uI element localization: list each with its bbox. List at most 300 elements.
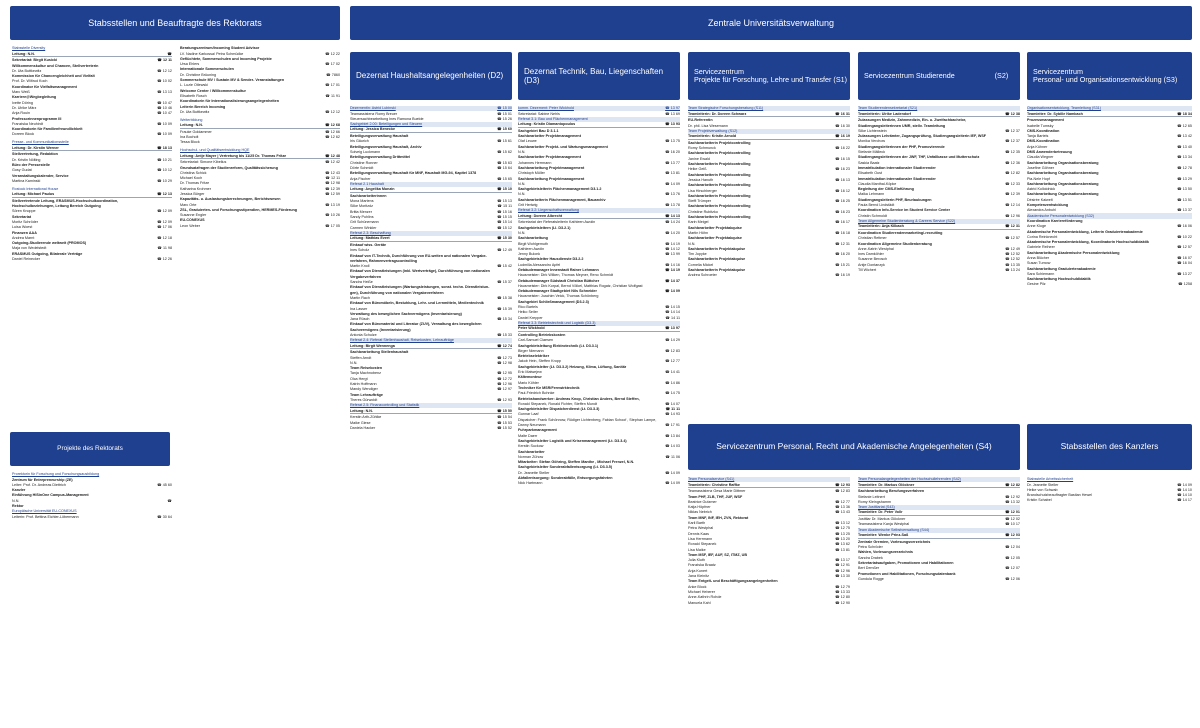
- entry-row: [180, 176, 340, 181]
- section-heading[interactable]: [1027, 477, 1192, 482]
- entry-row: [518, 171, 680, 176]
- section-heading[interactable]: [12, 186, 172, 191]
- section-heading[interactable]: [858, 505, 1020, 510]
- entry-text: Andrea Marnt: [12, 235, 35, 240]
- entry-text: Justitiar Dr. Markus Glöckner: [858, 517, 906, 522]
- section-heading[interactable]: [350, 106, 512, 111]
- entry-row: [518, 203, 680, 208]
- entry-row: [180, 165, 340, 170]
- entry-text: Sommerschule MV / Sustain MV & Sender- Veranstaltungen: [180, 78, 285, 83]
- entry-text: Outgoing-Studierende weltweit (PROMOS): [12, 241, 87, 246]
- entry-text: Studiengangsleiterinnen UMR, stellv. Teamleitung: [858, 123, 946, 128]
- entry-row: [12, 132, 172, 137]
- section-heading[interactable]: [518, 117, 680, 122]
- phone-extension: ☎ 13 93: [665, 122, 680, 127]
- entry-text: Geflüchtete, Sommerschulen und Incoming Projekte: [180, 56, 272, 61]
- entry-text: Stabsstelle Arbeitssicherheit: [1027, 477, 1074, 482]
- entry-text: Immatrikulation internationaler Studierender: [858, 165, 936, 170]
- entry-text: Sachbearbeitung Organisationsberatung: [1027, 181, 1099, 186]
- phone-extension: ☎ 16 04: [1177, 261, 1192, 266]
- entry-row: [350, 171, 512, 176]
- phone-extension: ☎ 12 92: [1005, 494, 1020, 499]
- entry-row: [180, 140, 340, 145]
- entry-text: Sachbearbeiterin Projektcontrolling: [688, 140, 751, 145]
- entry-row: [350, 366, 512, 371]
- entry-text: Brandschutzbeauftragter Bastian Hewel: [1027, 493, 1092, 498]
- entry-row: [12, 163, 172, 168]
- section-heading[interactable]: [688, 129, 850, 134]
- section-heading[interactable]: [518, 321, 680, 326]
- entry-row: [858, 247, 1020, 252]
- entry-text: Ina Lasser: [350, 306, 368, 311]
- phone-extension: ☎ 14 24: [665, 220, 680, 225]
- entry-text: Sachgebietsleiterin Flächenmanagement D3.1.2: [518, 187, 602, 192]
- entry-text: Mandy Wendiger: [350, 387, 378, 392]
- entry-row: [518, 481, 680, 486]
- entry-row: [858, 176, 1020, 181]
- section-heading[interactable]: [350, 231, 512, 236]
- section-heading[interactable]: [1027, 213, 1192, 218]
- entry-text: Christine Ronner: [350, 160, 378, 165]
- entry-row: [518, 305, 680, 310]
- leader-row: [350, 127, 512, 133]
- entry-text: Team PHF, ZLB, THF, JUF, WSF: [688, 494, 743, 499]
- entry-row: [518, 343, 680, 348]
- entry-text: Sachgebiet Schließmanagement (D3.2.3): [518, 299, 589, 304]
- phone-extension: ☎ 12 52: [1005, 252, 1020, 257]
- entry-row: [180, 129, 340, 134]
- entry-text: Peter Wickhold: [518, 326, 545, 331]
- entry-text: Beatrice Gutzmer: [688, 499, 717, 504]
- entry-text: Leitung: Antje Mayer | Vertretung bis 11/25 Dr. Thomas Fritze: [180, 153, 287, 158]
- entry-text: Niklas Nebrich: [688, 510, 712, 515]
- phone-extension: ☎ 12 39: [1005, 192, 1020, 197]
- entry-text: Sachbearbeitung: [518, 236, 548, 241]
- phone-extension: ☎ 12 62: [325, 135, 340, 140]
- entry-row: [1027, 219, 1192, 224]
- entry-text: komm. Dezernent: Peter Wickhold: [518, 106, 574, 111]
- phone-extension: ☎ 13 81: [835, 547, 850, 552]
- entry-text: Doreen Block: [12, 132, 35, 137]
- section-heading[interactable]: [12, 46, 172, 51]
- entry-row: [180, 72, 340, 77]
- phone-extension: ☎ 12 04: [1005, 545, 1020, 550]
- entry-text: Referat 2.4: Referat Stellenhaushalt, Reisekosten, Lehraufträge: [350, 338, 454, 343]
- entry-text: Susanne Berosch: [858, 257, 888, 262]
- entry-text: Anja Fischer: [350, 176, 371, 181]
- column-projekte: [12, 472, 172, 552]
- phone-extension: ☎ 10 26: [325, 213, 340, 218]
- entry-text: Olaf Leuwe: [518, 139, 537, 144]
- phone-extension: ☎ 14 07: [665, 401, 680, 406]
- section-heading[interactable]: [350, 338, 512, 343]
- entry-text: Teamleiterin: Anja Kilbach: [858, 224, 904, 229]
- entry-text: Marc Orte: [180, 202, 197, 207]
- entry-text: Elisabeth Rosch: [180, 93, 207, 98]
- entry-row: [518, 139, 680, 144]
- entry-text: gen), Durchführung von nationalen Vergabeverfahren: [350, 290, 444, 295]
- entry-row: [1027, 192, 1192, 197]
- entry-text: Teamassistenz Romy Breuer: [350, 111, 398, 116]
- entry-row: [12, 230, 172, 235]
- entry-text: Corina Reinknecht: [1027, 234, 1058, 239]
- entry-row: [1027, 203, 1192, 208]
- entry-row: [1027, 224, 1192, 229]
- leader-row: [858, 533, 1020, 539]
- entry-text: Kerstin Arth-Zühlke: [350, 415, 382, 420]
- phone-extension: ☎ 1258: [1178, 282, 1192, 287]
- entry-text: Zentrum für Entrepreneurship (ZE): [12, 477, 73, 482]
- entry-text: Kompetenzentwicklung: [1027, 203, 1069, 208]
- phone-extension: ☎ 16 20: [665, 150, 680, 155]
- entry-row: [1027, 166, 1192, 171]
- entry-text: Team Lehraufträge: [350, 392, 383, 397]
- entry-row: [1027, 155, 1192, 160]
- phone-extension: ☎ 13 36: [835, 505, 850, 510]
- phone-extension: ☎ 12 93: [497, 397, 512, 402]
- entry-row: [858, 540, 1020, 545]
- column-s1: [688, 106, 850, 416]
- entry-row: [518, 380, 680, 385]
- entry-text: Teamleiter: Dr. Sybille Nambach: [1027, 111, 1083, 116]
- entry-row: [688, 141, 850, 146]
- phone-extension: ☎ 13 77: [665, 160, 680, 165]
- phone-extension: ☎ 12 12: [157, 68, 172, 73]
- phone-extension: ☎ 12 57: [1005, 236, 1020, 241]
- entry-row: [518, 375, 680, 380]
- entry-row: [688, 584, 850, 589]
- entry-text: Petra Westphal: [688, 526, 714, 531]
- entry-row: [12, 214, 172, 219]
- entry-row: [518, 476, 680, 481]
- entry-text: DMS Anwenderbetreuung: [1027, 150, 1072, 155]
- entry-text: Gosy Gudat: [12, 168, 32, 173]
- entry-text: Heike Geiß: [688, 167, 707, 172]
- entry-text: Stabsstelle Diversity: [12, 46, 46, 51]
- entry-row: [12, 498, 172, 503]
- section-heading[interactable]: [688, 106, 850, 111]
- leader-row: [12, 145, 172, 151]
- entry-text: Hochschul- und Qualitätsentwicklung HQE: [180, 148, 250, 153]
- entry-row: [858, 545, 1020, 550]
- entry-text: Weiterbildung: [180, 117, 203, 122]
- phone-extension: ☎ 11 98: [157, 246, 172, 251]
- phone-extension: ☎ 16 07: [1177, 255, 1192, 260]
- entry-row: [12, 69, 172, 74]
- entry-row: [518, 333, 680, 338]
- entry-row: [518, 129, 680, 134]
- entry-text: Dr. Jeanette Steller: [1027, 482, 1059, 487]
- entry-text: Sachvermögens (Inventarisierung): [350, 327, 411, 332]
- entry-text: Referat 3.1: Bau und Flächenmanagement: [518, 116, 588, 121]
- section-heading[interactable]: [518, 208, 680, 213]
- entry-row: [1027, 266, 1192, 271]
- phone-extension: ☎ 13 37: [1177, 208, 1192, 213]
- entry-text: Michael Heberer: [688, 589, 716, 594]
- entry-row: [1027, 498, 1192, 503]
- section-heading[interactable]: [858, 219, 1020, 224]
- section-heading[interactable]: [858, 477, 1020, 482]
- entry-text: Einkauf von IT-Technik, Durchführung von EU-weiten und nationalen Vergabe-: [350, 253, 487, 258]
- section-heading[interactable]: [350, 403, 512, 408]
- entry-row: [858, 192, 1020, 197]
- entry-text: Koordination Studierendenmarketing/-recruiting: [858, 230, 943, 235]
- entry-text: Sachbearbeiterin Projektakquise: [688, 257, 746, 262]
- entry-row: [688, 563, 850, 568]
- entry-row: [858, 236, 1020, 241]
- section-heading[interactable]: [12, 509, 172, 514]
- phone-extension: ☎ 12 14: [1005, 203, 1020, 208]
- entry-row: [688, 231, 850, 236]
- entry-text: Kältemonteur: [518, 375, 542, 380]
- column-s4: [688, 477, 850, 717]
- phone-extension: ☎ 12 02: [1005, 517, 1020, 522]
- entry-text: Ronald Stepanek: [688, 542, 717, 547]
- entry-row: [1027, 256, 1192, 261]
- phone-extension: ☎ 12 03: [1005, 533, 1020, 538]
- entry-text: Monika Verchow: [858, 139, 886, 144]
- phone-extension: ☎ 13 78: [665, 203, 680, 208]
- entry-text: Tessa Block: [180, 140, 200, 145]
- entry-row: [858, 197, 1020, 202]
- phone-extension: ☎ 12 68: [325, 123, 340, 127]
- phone-extension: ☎ 14 10: [1177, 487, 1192, 492]
- entry-row: [688, 579, 850, 584]
- phone-extension: ☎ 12 78: [1177, 165, 1192, 170]
- entry-text: Grit Hertwig: [518, 203, 538, 208]
- entry-text: Koordinatorin für Familienfreundlichkeit: [12, 127, 83, 132]
- entry-text: Sachbearbeiter Projektmanagement: [518, 155, 581, 160]
- entry-row: [350, 327, 512, 332]
- entry-row: [350, 387, 512, 392]
- entry-text: Leiterin: Prof. Bettina Eichler-Löbermann: [12, 514, 79, 519]
- section-heading[interactable]: [350, 122, 512, 127]
- entry-text: Dr. Ulrike März: [12, 105, 37, 110]
- entry-row: [180, 224, 340, 229]
- entry-text: Einkauf wiss. Geräte: [350, 242, 387, 247]
- header-kanzler: Stabsstellen des Kanzlers: [1027, 424, 1192, 470]
- entry-text: Susanne Engler: [180, 213, 207, 218]
- entry-text: Stellvertretung, Redaktion: [12, 152, 58, 157]
- phone-extension: ☎ 12 31: [835, 241, 850, 246]
- phone-extension: ☎ 12 52: [1005, 257, 1020, 262]
- phone-extension: ☎ 15 00: [497, 106, 512, 111]
- entry-row: [350, 296, 512, 301]
- entry-text: Leitung: N.N.: [12, 51, 35, 56]
- entry-row: [858, 134, 1020, 139]
- entry-row: [688, 531, 850, 536]
- entry-row: [518, 354, 680, 359]
- entry-row: [688, 257, 850, 262]
- entry-text: Sachbearbeitung Hochschuldidaktik: [1027, 277, 1091, 282]
- phone-extension: ☎ 16 15: [835, 156, 850, 161]
- entry-text: Anna Blücher: [1027, 255, 1050, 260]
- entry-text: Johannes Herrmann: [518, 160, 552, 165]
- entry-row: [518, 407, 680, 412]
- entry-row: [350, 259, 512, 264]
- entry-row: [350, 253, 512, 258]
- phone-extension: ☎ 13 29: [1177, 176, 1192, 181]
- section-heading[interactable]: [12, 472, 172, 477]
- entry-row: [518, 225, 680, 230]
- phone-extension: ☎ 15 15: [497, 215, 512, 220]
- entry-row: [688, 252, 850, 257]
- entry-row: [350, 274, 512, 279]
- entry-text: Sachbearbeiterin Projektakquise: [688, 268, 746, 272]
- phone-extension: ☎ 45 60: [157, 482, 172, 487]
- entry-row: [350, 134, 512, 139]
- leader-row: [858, 111, 1020, 117]
- entry-row: [12, 74, 172, 79]
- entry-text: Hausmeister: Dirk Korpal, Bernd Völkel, Matthias Rogatz, Christian Wolfgast: [518, 283, 643, 288]
- entry-row: [688, 188, 850, 193]
- section-heading[interactable]: [180, 117, 340, 122]
- entry-row: [688, 199, 850, 204]
- entry-text: Sekretariat: [12, 214, 32, 219]
- entry-text: Team MNF, INF, IEH, ZVN, Rektorat: [688, 515, 749, 520]
- section-heading[interactable]: [858, 528, 1020, 533]
- section-heading[interactable]: [688, 477, 850, 482]
- entry-text: Koordination Allgemeine Studienberatung: [858, 241, 932, 246]
- entry-row: [180, 186, 340, 191]
- section-heading[interactable]: [1027, 106, 1192, 111]
- phone-extension: ☎ 15 14: [497, 220, 512, 225]
- entry-text: Welcome Center / Willkommenskultur: [180, 88, 246, 93]
- entry-text: Leitung: Birgit Wennenga: [350, 343, 395, 348]
- column-d3: [518, 106, 680, 720]
- entry-row: [518, 359, 680, 364]
- entry-text: Hausmeister: Joachim Veick, Thomas Schönberg: [518, 294, 599, 299]
- entry-text: Maika Lehmann: [858, 192, 885, 197]
- entry-row: [518, 111, 680, 116]
- phone-extension: ☎ 13 30: [835, 574, 850, 579]
- phone-extension: ☎ 12 79: [835, 584, 850, 589]
- section-heading[interactable]: [858, 106, 1020, 111]
- entry-text: CMS-Koordination: [1027, 128, 1060, 133]
- section-heading[interactable]: [350, 182, 512, 187]
- entry-row: [688, 568, 850, 573]
- entry-row: [350, 306, 512, 311]
- entry-row: [180, 67, 340, 72]
- entry-row: [1027, 129, 1192, 134]
- entry-text: Finanzen AAA: [12, 230, 37, 235]
- entry-text: Sachgebiet Bau D 3.1.1: [518, 128, 559, 133]
- entry-text: Ines Scholz: [350, 248, 370, 253]
- entry-row: [180, 160, 340, 165]
- entry-text: Team Personalangelegenheiten der Hochschullehrenden (S42): [858, 477, 961, 482]
- entry-row: [350, 382, 512, 387]
- entry-row: [350, 322, 512, 327]
- entry-row: [12, 168, 172, 173]
- entry-row: [350, 426, 512, 431]
- entry-row: [688, 489, 850, 494]
- phone-extension: ☎ 17 02: [325, 62, 340, 67]
- entry-text: Sachgebietsleitern (LI. D3.2.1): [518, 225, 571, 230]
- entry-row: [688, 220, 850, 225]
- entry-text: Team Reisekosten: [350, 366, 383, 371]
- entry-text: Teamassistenz Kanja Westphal: [858, 522, 910, 527]
- entry-text: Studiengangsleiterinnen der PHF, Promovierende: [858, 144, 945, 149]
- section-heading[interactable]: [518, 106, 680, 111]
- entry-text: Olca Hergt: [350, 376, 368, 381]
- entry-row: [12, 127, 172, 132]
- phone-extension: ☎ 12 97: [497, 387, 512, 392]
- entry-text: Frauke Goldammer: [180, 129, 212, 134]
- entry-row: [12, 63, 172, 68]
- entry-row: [350, 176, 512, 181]
- phone-extension: ☎ 12 09: [157, 219, 172, 224]
- phone-extension: ☎ 16 31: [835, 111, 850, 116]
- phone-extension: ☎ 13 42: [1177, 134, 1192, 139]
- entry-row: [518, 433, 680, 438]
- entry-text: Paula Bernd Lindstädt: [858, 203, 895, 208]
- entry-row: [12, 95, 172, 100]
- entry-text: Teamleiterin: Ulrike Ladendorf: [858, 111, 912, 116]
- entry-text: Beratungszentrum/Incoming Student Advisor: [180, 46, 260, 51]
- entry-row: [350, 150, 512, 155]
- phone-extension: ☎ 12 90: [835, 600, 850, 605]
- section-heading[interactable]: [12, 140, 172, 145]
- entry-row: [688, 590, 850, 595]
- entry-row: [12, 514, 172, 519]
- entry-row: [180, 202, 340, 207]
- entry-text: Studiengangsleiterin PHF, Beurlaubungen: [858, 197, 932, 202]
- section-heading[interactable]: [180, 148, 340, 153]
- entry-text: Einkauf von Dienstleistungen (Wartungsleistungen, sonst. techn. Dienstleistun-: [350, 285, 490, 290]
- entry-text: Franziska Braatz: [688, 563, 716, 568]
- entry-row: [688, 225, 850, 230]
- entry-text: Büro der Pressestelle: [12, 162, 50, 167]
- entry-text: Europäische Universität EU-CONEXUS: [12, 509, 77, 514]
- entry-text: N.N.: [350, 360, 358, 365]
- entry-text: Dennis Kaas: [688, 531, 709, 536]
- entry-text: Daniela Hacker: [350, 425, 376, 430]
- phone-extension: ☎ 14 09: [665, 481, 680, 486]
- entry-text: Team Entgelt- und Beschäftigungsangelegenheiten: [688, 579, 778, 584]
- phone-extension: ☎ 15 21: [835, 262, 850, 267]
- phone-extension: ☎ 12 57: [1177, 245, 1192, 250]
- entry-text: Dörte Schmidt: [350, 165, 374, 170]
- entry-text: Lisa Hirschberger: [688, 188, 717, 193]
- entry-row: [180, 192, 340, 197]
- phone-extension: ☎ 12 18: [157, 235, 172, 240]
- phone-extension: ☎ 18 13: [157, 145, 172, 150]
- entry-row: [180, 57, 340, 62]
- phone-extension: ☎ 10 46: [157, 105, 172, 110]
- entry-text: Petra Schröder: [858, 545, 883, 550]
- entry-row: [1027, 277, 1192, 282]
- entry-row: [858, 262, 1020, 267]
- entry-row: [858, 517, 1020, 522]
- entry-row: [858, 257, 1020, 262]
- entry-text: Koordination Karriereförderung: [1027, 218, 1083, 223]
- entry-row: [350, 415, 512, 420]
- entry-text: Sachbearbeiter Projekt- und Wartungsmanagement: [518, 144, 608, 149]
- phone-extension: ☎ 12 22: [325, 51, 340, 56]
- entry-row: [350, 194, 512, 199]
- entry-row: [180, 213, 340, 218]
- entry-text: Sören Knoppe: [12, 209, 36, 214]
- entry-text: Ludmilla Alessandro Apfel: [518, 262, 561, 267]
- entry-text: Akademische Personalentwicklung, Leiterin Graduiertenakademie: [1027, 229, 1143, 234]
- phone-extension: ☎ 16 22: [835, 146, 850, 151]
- entry-text: Marc Weiß: [12, 90, 30, 95]
- entry-text: Julia Kluth: [688, 558, 706, 563]
- leader-row: [518, 213, 680, 219]
- phone-extension: ☎ 12 95: [497, 371, 512, 376]
- phone-extension: ☎ 12 05: [1005, 555, 1020, 560]
- leader-row: [518, 122, 680, 128]
